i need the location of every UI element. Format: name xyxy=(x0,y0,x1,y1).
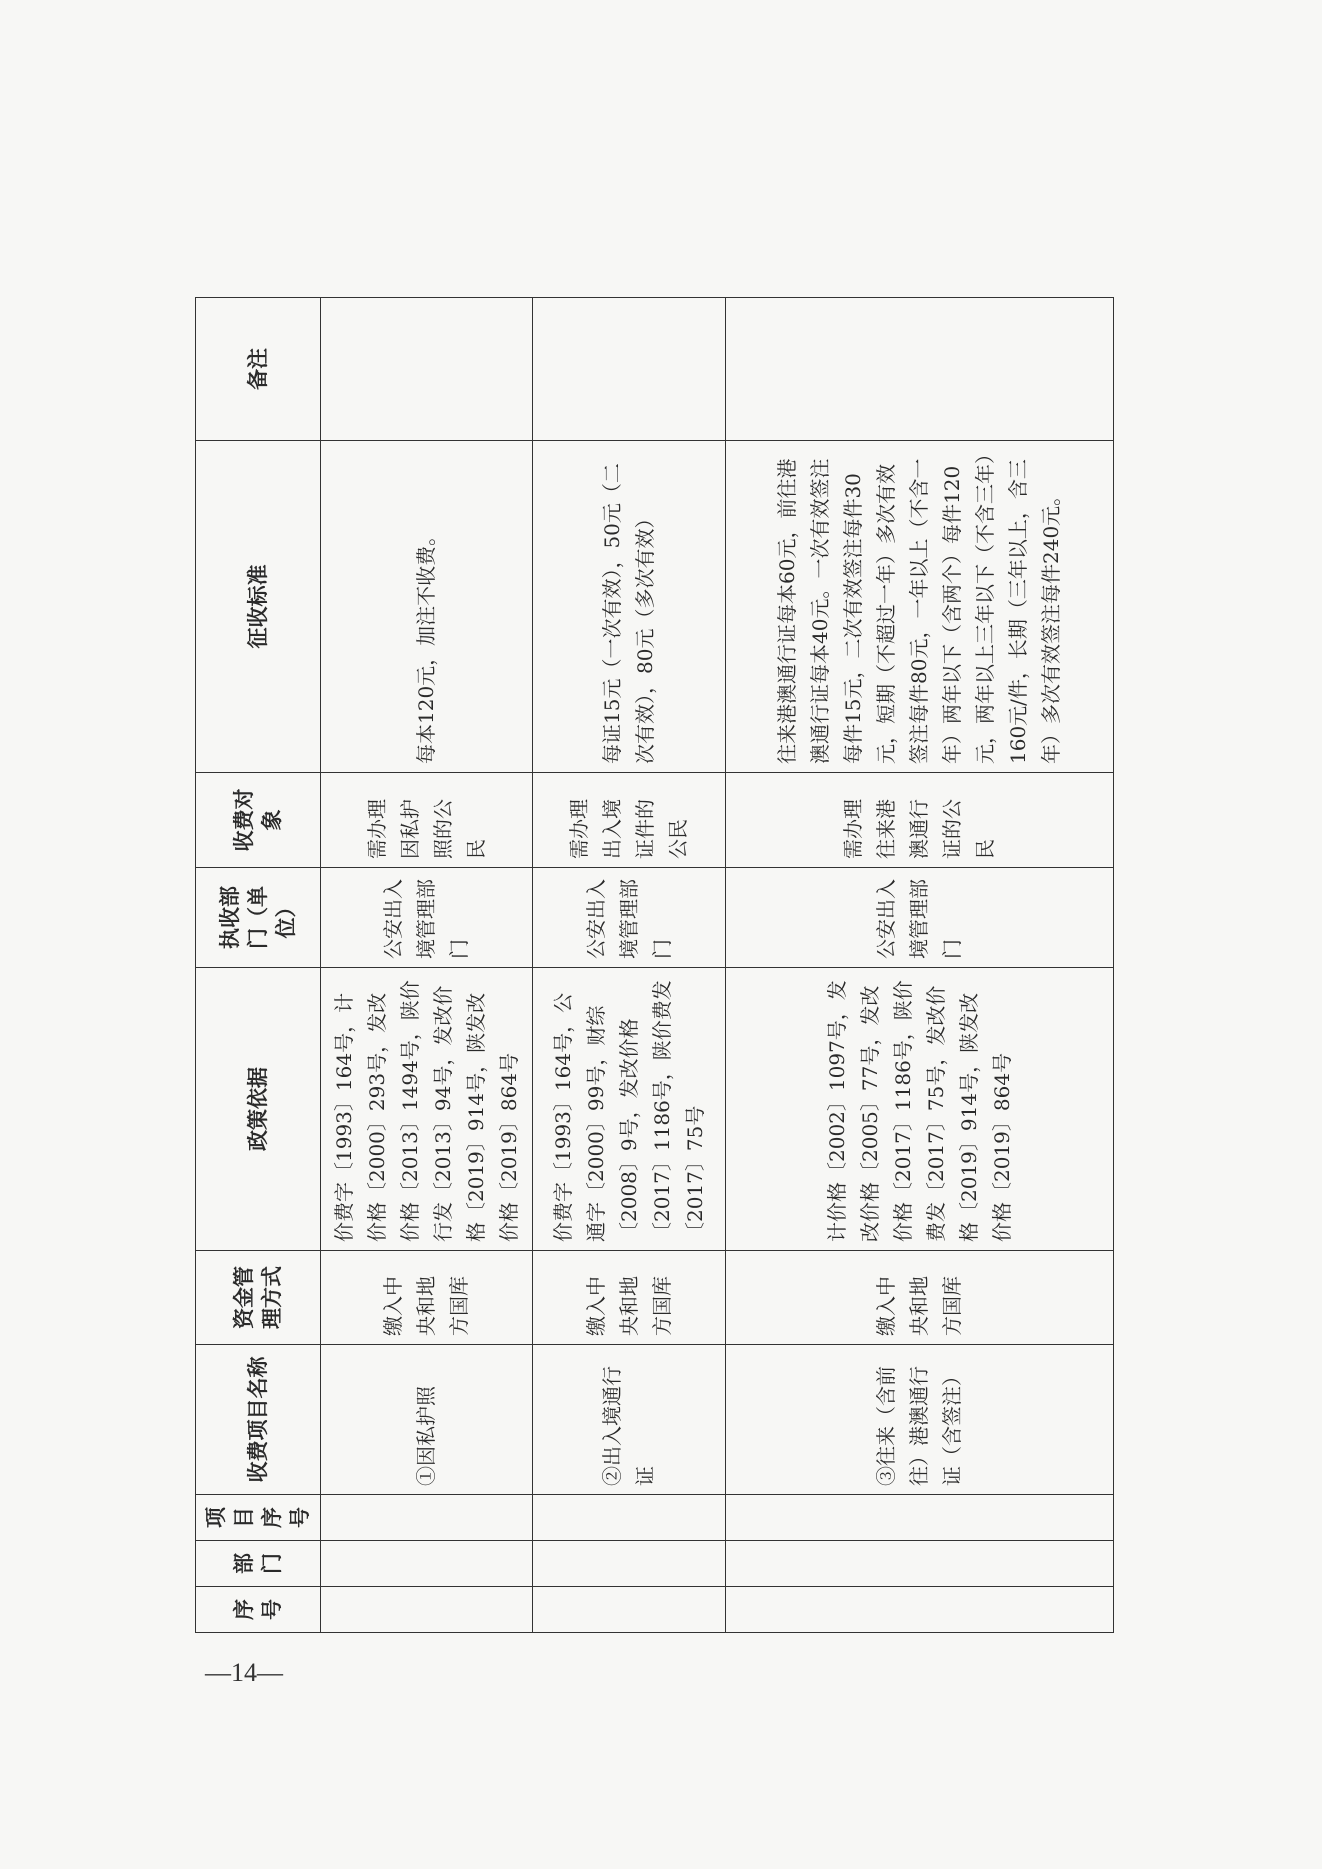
rotated-table-container xyxy=(195,298,1114,1633)
cell-name: ②出入境通行证 xyxy=(533,1345,726,1495)
cell-item-no xyxy=(321,1495,533,1541)
cell-dept xyxy=(726,1541,1114,1587)
cell-target: 需办理因私护照的公民 xyxy=(321,773,533,868)
fee-table xyxy=(195,297,1114,1633)
table-row xyxy=(533,298,726,1633)
cell-fund: 缴入中央和地方国库 xyxy=(726,1251,1114,1345)
cell-standard: 每证15元（一次有效），50元（二次有效），80元（多次有效） xyxy=(533,441,726,773)
header-exec-dept: 执收部门（单位） xyxy=(196,868,321,968)
table-row xyxy=(726,298,1114,1633)
cell-policy: 价费字〔1993〕164号，计价格〔2000〕293号，发改价格〔2013〕1494号，陕价行发〔2013〕94号，发改价格〔2019〕914号，陕发改价格〔2019〕864号 xyxy=(321,968,533,1251)
cell-policy: 计价格〔2002〕1097号，发改价格〔2005〕77号，发改价格〔2017〕1186号，陕价费发〔2017〕75号，发改价格〔2019〕914号，陕发改价格〔2019〕864号 xyxy=(726,968,1114,1251)
cell-seq xyxy=(321,1587,533,1633)
cell-fund: 缴入中央和地方国库 xyxy=(321,1251,533,1345)
cell-exec-dept: 公安出入境管理部门 xyxy=(321,868,533,968)
cell-item-no xyxy=(533,1495,726,1541)
cell-standard: 往来港澳通行证每本60元，前往港澳通行证每本40元。一次有效签注每件15元，二次有效签注每件30元，短期（不超过一年）多次有效签注每件80元，一年以上（不含一年）两年以下（含两个）每件120元，两年以上三年以下（不含三年）160元/件，长期（三年以上，含三年）多次有效签注每件240元。 xyxy=(726,441,1114,773)
cell-dept xyxy=(321,1541,533,1587)
cell-exec-dept: 公安出入境管理部门 xyxy=(533,868,726,968)
cell-note xyxy=(321,298,533,441)
cell-dept xyxy=(533,1541,726,1587)
cell-name: ③往来（含前往）港澳通行证（含签注） xyxy=(726,1345,1114,1495)
table-row xyxy=(321,298,533,1633)
header-fund: 资金管理方式 xyxy=(196,1251,321,1345)
cell-exec-dept: 公安出入境管理部门 xyxy=(726,868,1114,968)
header-seq: 序号 xyxy=(196,1587,321,1633)
cell-fund: 缴入中央和地方国库 xyxy=(533,1251,726,1345)
cell-item-no xyxy=(726,1495,1114,1541)
cell-policy: 价费字〔1993〕164号，公通字〔2000〕99号，财综〔2008〕9号，发改价格〔2017〕1186号，陕价费发〔2017〕75号 xyxy=(533,968,726,1251)
cell-target: 需办理出入境证件的公民 xyxy=(533,773,726,868)
cell-seq xyxy=(726,1587,1114,1633)
cell-standard: 每本120元，加注不收费。 xyxy=(321,441,533,773)
header-dept: 部门 xyxy=(196,1541,321,1587)
cell-note xyxy=(533,298,726,441)
header-standard: 征收标准 xyxy=(196,441,321,773)
header-item-no: 项目序号 xyxy=(196,1495,321,1541)
page-number: —14— xyxy=(205,1658,283,1687)
header-policy: 政策依据 xyxy=(196,968,321,1251)
cell-seq xyxy=(533,1587,726,1633)
cell-name: ①因私护照 xyxy=(321,1345,533,1495)
header-note: 备注 xyxy=(196,298,321,441)
cell-note xyxy=(726,298,1114,441)
cell-target: 需办理往来港澳通行证的公民 xyxy=(726,773,1114,868)
header-target: 收费对象 xyxy=(196,773,321,868)
header-name: 收费项目名称 xyxy=(196,1345,321,1495)
table-header-row xyxy=(196,298,321,1633)
